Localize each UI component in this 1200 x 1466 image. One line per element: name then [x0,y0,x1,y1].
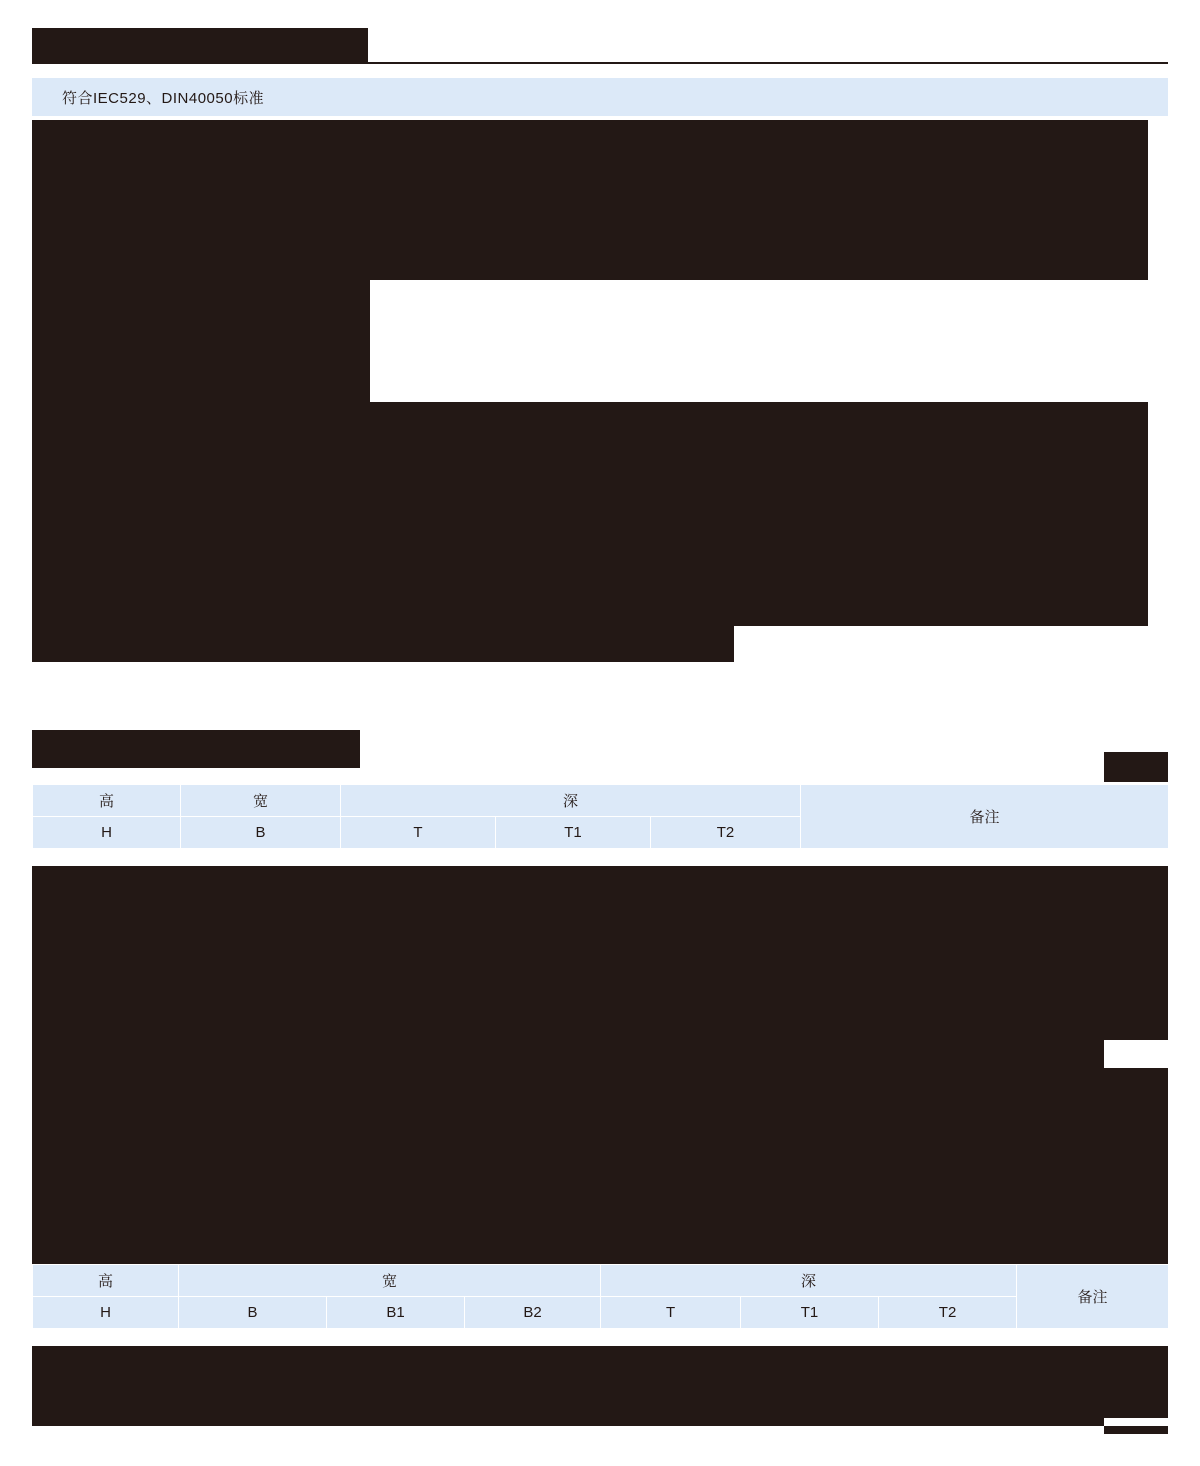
table-two-sub-b2: B2 [465,1297,601,1329]
dimension-table-two [32,1264,1169,1329]
table-two-footer-rule [1104,1426,1168,1434]
illustration-block-left-column [32,280,370,402]
table-one-col-depth: 深 [341,785,801,817]
table-two-col-depth: 深 [601,1265,1017,1297]
table-two-header-row-1 [33,1265,1169,1297]
table-one-col-remark: 备注 [801,785,1169,849]
illustration-block-upper [32,120,1148,280]
table-one-header-row-1 [33,785,1169,817]
table-one-body-lower [32,1168,1168,1264]
table-two-sub-t1: T1 [741,1297,879,1329]
section-one-title-rule [32,62,1168,64]
standard-compliance-text: 符合IEC529、DIN40050标准 [62,89,265,107]
table-two-sub-t2: T2 [879,1297,1017,1329]
table-one-body [32,866,1168,1168]
table-one-sub-h: H [33,817,181,849]
table-one-col-height: 高 [33,785,181,817]
section-one-title-bar [32,28,368,64]
table-two-body [32,1346,1168,1426]
table-one-sub-t2: T2 [651,817,801,849]
table-two-body-notch [1104,1418,1168,1426]
table-two-sub-t: T [601,1297,741,1329]
table-one-body-notch [1104,1040,1168,1068]
table-one-sub-t1: T1 [496,817,651,849]
table-one-sub-b: B [181,817,341,849]
section-two-right-marker [1104,752,1168,782]
table-two-sub-h: H [33,1297,179,1329]
table-two-col-height: 高 [33,1265,179,1297]
table-two-sub-b1: B1 [327,1297,465,1329]
table-two-col-remark: 备注 [1017,1265,1169,1329]
table-two-sub-b: B [179,1297,327,1329]
illustration-block-middle [32,402,1148,626]
table-two-col-width: 宽 [179,1265,601,1297]
table-one-sub-t: T [341,817,496,849]
table-one-col-width: 宽 [181,785,341,817]
standard-compliance-band [32,78,1168,116]
table-two-header-row-2 [33,1297,1169,1329]
dimension-table-one [32,784,1169,849]
illustration-block-lower [32,626,734,662]
section-one [0,0,1200,690]
section-two-title-bar [32,730,360,768]
